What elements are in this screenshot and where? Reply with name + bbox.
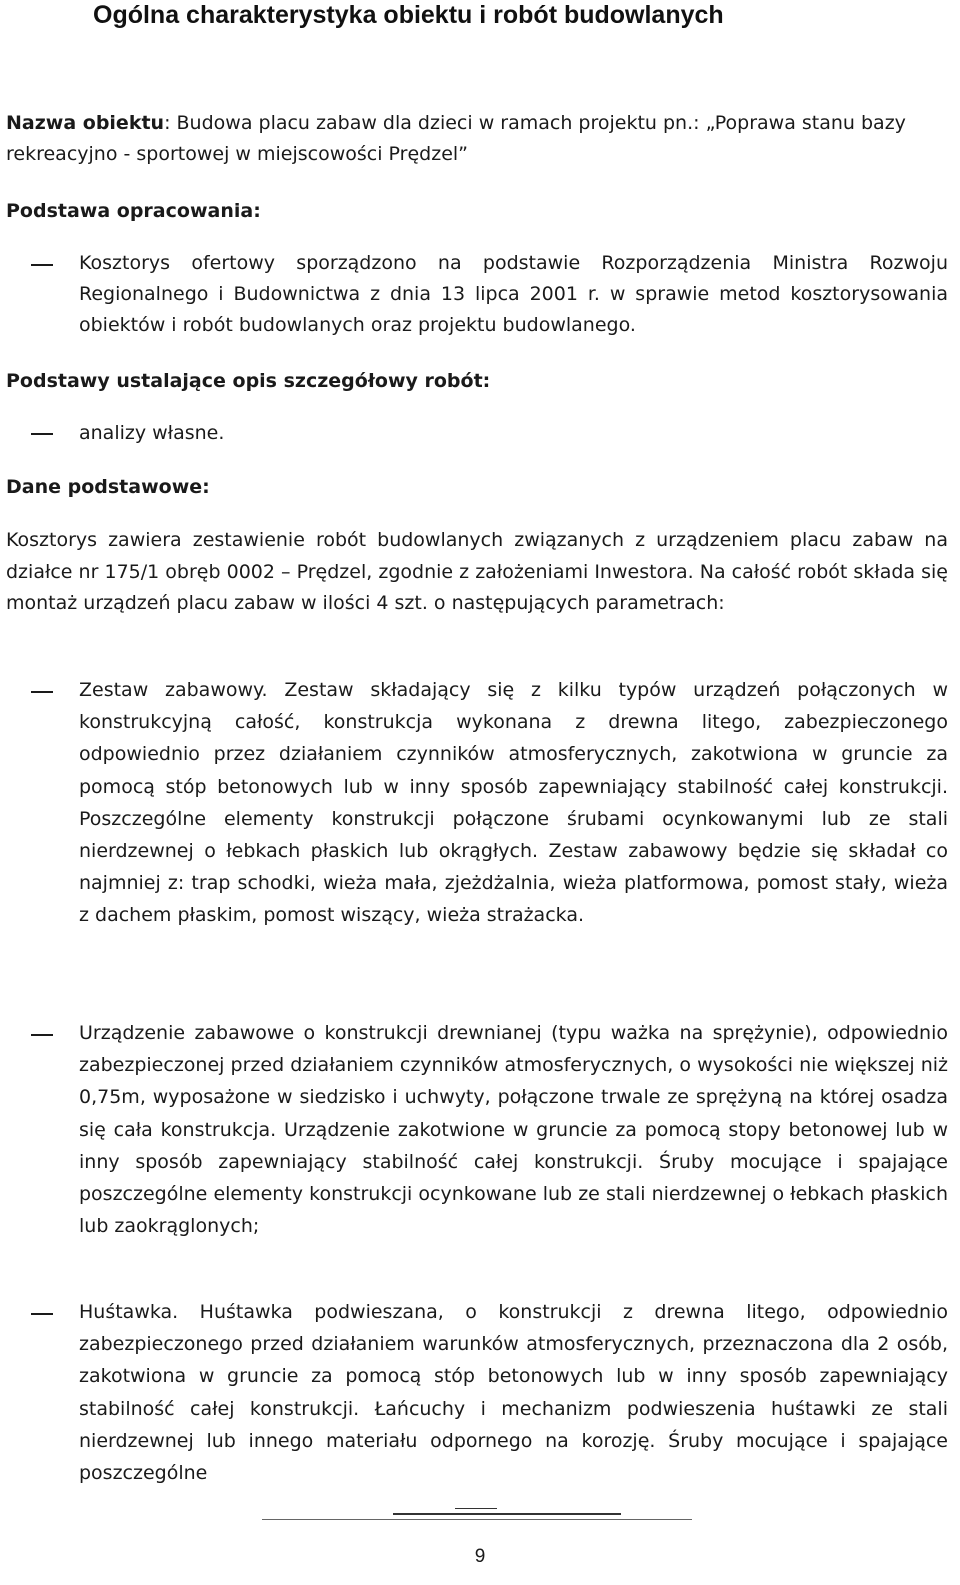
footer-rule xyxy=(262,1519,692,1520)
list-item-play-set: Zestaw zabawowy. Zestaw składający się z kilku typów urządzeń połączonych w konstrukcyjną całość, konstrukcja wykonana z drewna litego, zabezpieczonego odpowiednio przez działaniem czynników atmosferycznych, zakotwiona w gruncie za pomocą stóp betonowych lub w inny sposób zapewniający stabilność całej konstrukcji. Poszczególne elementy konstrukcji połączone śrubami ocynkowanymi lub ze stali nierdzewnej o łebkach płaskich lub okrągłych. Zestaw zabawowy będzie się składał co najmniej z: trap schodki, wieża mała, zjeżdżalnia, wieża platformowa, pomost stały, wieża z dachem płaskim, pomost wiszący, wieża strażacka. xyxy=(79,679,948,927)
spec-basis-heading: Podstawy ustalające opis szczegółowy robót: xyxy=(6,370,491,392)
page-number: 9 xyxy=(474,1546,486,1567)
object-name-paragraph xyxy=(6,108,948,170)
object-name-label: Nazwa obiektu xyxy=(6,112,165,134)
basic-data-paragraph: Kosztorys zawiera zestawienie robót budowlanych związanych z urządzeniem placu zabaw na działce nr 175/1 obręb 0002 – Prędzel, zgodnie z założeniami Inwestora. Na całość robót składa się montaż urządzeń placu zabaw w ilości 4 szt. o następujących parametrach: xyxy=(6,529,948,614)
footer-rule xyxy=(455,1508,497,1509)
basis-label: Podstawa opracowania xyxy=(6,200,254,222)
list-dash xyxy=(31,1313,53,1315)
footer-rule xyxy=(393,1513,621,1515)
basic-data-label: Dane podstawowe xyxy=(6,476,203,498)
list-dash xyxy=(31,433,53,435)
spec-basis-item: analizy własne. xyxy=(79,422,225,444)
list-dash xyxy=(31,264,53,266)
basic-data-heading: Dane podstawowe: xyxy=(6,476,210,498)
list-dash xyxy=(31,1034,53,1036)
page-title: Ogólna charakterystyka obiektu i robót budowlanych xyxy=(93,1,724,29)
basis-heading: Podstawa opracowania: xyxy=(6,200,261,222)
basis-item: Kosztorys ofertowy sporządzono na podstawie Rozporządzenia Ministra Rozwoju Regionalnego i Budownictwa z dnia 13 lipca 2001 r. w sprawie metod kosztorysowania obiektów i robót budowlanych oraz projektu budowlanego. xyxy=(79,252,948,336)
object-name-text: : Budowa placu zabaw dla dzieci w ramach projektu pn.: „Poprawa stanu bazy rekreacyjno - sportowej w miejscowości Prędzel” xyxy=(6,112,906,165)
list-item-spring-rider: Urządzenie zabawowe o konstrukcji drewnianej (typu ważka na sprężynie), odpowiednio zabezpieczonej przed działaniem czynników atmosferycznych, o wysokości nie większej niż 0,75m, wyposażone w siedzisko i uchwyty, połączone trwale ze sprężyną na której osadza się cała konstrukcja. Urządzenie zakotwione w gruncie za pomocą stopy betonowej lub w inny sposób zapewniający stabilność całej konstrukcji. Śruby mocujące i spajające poszczególne elementy konstrukcji ocynkowane lub ze stali nierdzewnej o łebkach płaskich lub zaokrąglonych; xyxy=(79,1022,948,1238)
list-dash xyxy=(31,691,53,693)
spec-basis-label: Podstawy ustalające opis szczegółowy robót xyxy=(6,370,483,392)
list-item-swing: Huśtawka. Huśtawka podwieszana, o konstrukcji z drewna litego, odpowiednio zabezpieczonego przed działaniem warunków atmosferycznych, przeznaczona dla 2 osób, zakotwiona w gruncie za pomocą stóp betonowych lub w inny sposób zapewniający stabilność całej konstrukcji. Łańcuchy i mechanizm podwieszenia huśtawki ze stali nierdzewnej lub innego materiału odpornego na korozję. Śruby mocujące i spajające poszczególne xyxy=(79,1301,948,1485)
